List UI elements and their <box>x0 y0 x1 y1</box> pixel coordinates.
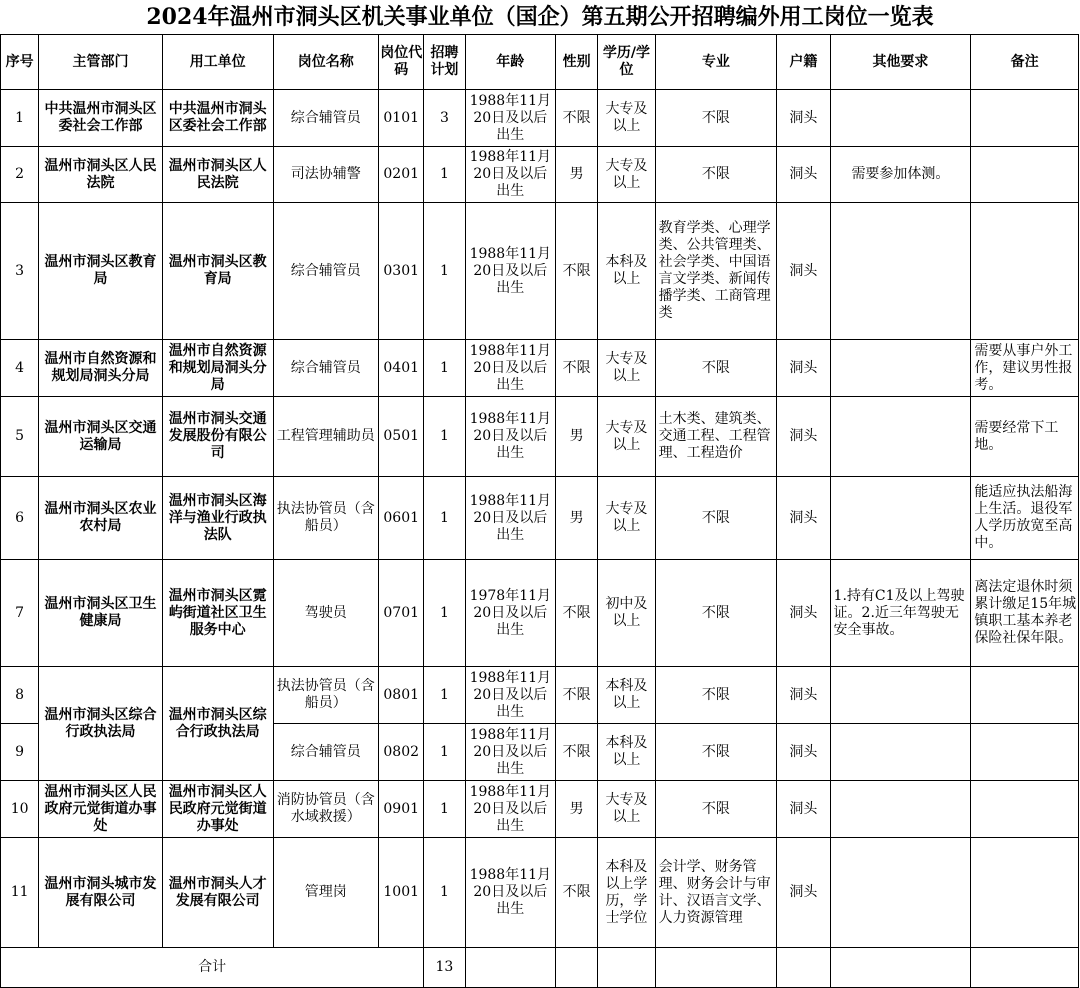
empty-cell <box>655 948 777 988</box>
cell-major: 不限 <box>655 560 777 667</box>
cell-gender: 不限 <box>556 667 598 724</box>
cell-plan: 1 <box>424 667 465 724</box>
cell-gender: 不限 <box>556 203 598 340</box>
cell-post: 执法协管员（含船员） <box>273 477 379 560</box>
total-plan: 13 <box>424 948 465 988</box>
cell-note: 需要经常下工地。 <box>971 397 1079 477</box>
cell-no: 4 <box>1 340 39 397</box>
cell-hukou: 洞头 <box>777 667 830 724</box>
cell-major: 土木类、建筑类、交通工程、工程管理、工程造价 <box>655 397 777 477</box>
cell-edu: 大专及以上 <box>598 340 655 397</box>
cell-unit: 温州市自然资源和规划局洞头分局 <box>162 340 273 397</box>
cell-hukou: 洞头 <box>777 477 830 560</box>
cell-note <box>971 838 1079 948</box>
cell-plan: 1 <box>424 781 465 838</box>
cell-note <box>971 781 1079 838</box>
col-header: 性别 <box>556 35 598 90</box>
cell-major: 不限 <box>655 781 777 838</box>
cell-other <box>830 477 971 560</box>
cell-post: 综合辅管员 <box>273 203 379 340</box>
cell-other <box>830 838 971 948</box>
cell-note <box>971 90 1079 147</box>
table-row <box>1 667 1079 724</box>
cell-age: 1988年11月20日及以后出生 <box>465 781 556 838</box>
col-header: 备注 <box>971 35 1079 90</box>
table-row <box>1 203 1079 340</box>
cell-unit: 中共温州市洞头区委社会工作部 <box>162 90 273 147</box>
cell-note: 离法定退休时须累计缴足15年城镇职工基本养老保险社保年限。 <box>971 560 1079 667</box>
cell-code: 0802 <box>379 724 424 781</box>
cell-gender: 男 <box>556 477 598 560</box>
col-header: 主管部门 <box>39 35 163 90</box>
col-header: 户籍 <box>777 35 830 90</box>
cell-post: 司法协辅警 <box>273 147 379 203</box>
cell-post: 驾驶员 <box>273 560 379 667</box>
cell-major: 不限 <box>655 340 777 397</box>
cell-age: 1988年11月20日及以后出生 <box>465 667 556 724</box>
cell-code: 0301 <box>379 203 424 340</box>
cell-unit: 温州市洞头区综合行政执法局 <box>162 667 273 781</box>
col-header: 用工单位 <box>162 35 273 90</box>
cell-other <box>830 667 971 724</box>
cell-no: 10 <box>1 781 39 838</box>
cell-post: 综合辅管员 <box>273 90 379 147</box>
cell-age: 1988年11月20日及以后出生 <box>465 477 556 560</box>
empty-cell <box>465 948 556 988</box>
cell-major: 不限 <box>655 667 777 724</box>
cell-dept: 温州市洞头区教育局 <box>39 203 163 340</box>
empty-cell <box>971 948 1079 988</box>
cell-gender: 不限 <box>556 724 598 781</box>
cell-age: 1988年11月20日及以后出生 <box>465 340 556 397</box>
cell-edu: 大专及以上 <box>598 477 655 560</box>
cell-unit: 温州市洞头区人民政府元觉街道办事处 <box>162 781 273 838</box>
recruitment-table <box>0 34 1079 988</box>
table-row <box>1 838 1079 948</box>
cell-plan: 1 <box>424 560 465 667</box>
cell-edu: 大专及以上 <box>598 781 655 838</box>
cell-no: 9 <box>1 724 39 781</box>
cell-dept: 温州市自然资源和规划局洞头分局 <box>39 340 163 397</box>
cell-dept: 温州市洞头区交通运输局 <box>39 397 163 477</box>
cell-major: 教育学类、心理学类、公共管理类、社会学类、中国语言文学类、新闻传播学类、工商管理类 <box>655 203 777 340</box>
cell-no: 7 <box>1 560 39 667</box>
cell-no: 1 <box>1 90 39 147</box>
cell-major: 会计学、财务管理、财务会计与审计、汉语言文学、人力资源管理 <box>655 838 777 948</box>
cell-code: 0101 <box>379 90 424 147</box>
col-header: 岗位名称 <box>273 35 379 90</box>
cell-other <box>830 90 971 147</box>
col-header: 年龄 <box>465 35 556 90</box>
col-header: 其他要求 <box>830 35 971 90</box>
cell-age: 1988年11月20日及以后出生 <box>465 838 556 948</box>
cell-hukou: 洞头 <box>777 560 830 667</box>
cell-edu: 本科及以上 <box>598 203 655 340</box>
table-row <box>1 781 1079 838</box>
cell-age: 1988年11月20日及以后出生 <box>465 724 556 781</box>
cell-hukou: 洞头 <box>777 781 830 838</box>
cell-post: 执法协管员（含船员） <box>273 667 379 724</box>
cell-major: 不限 <box>655 90 777 147</box>
empty-cell <box>556 948 598 988</box>
cell-gender: 不限 <box>556 560 598 667</box>
col-header: 专业 <box>655 35 777 90</box>
cell-age: 1988年11月20日及以后出生 <box>465 90 556 147</box>
cell-edu: 本科及以上学历，学士学位 <box>598 838 655 948</box>
cell-unit: 温州市洞头区教育局 <box>162 203 273 340</box>
table-row <box>1 477 1079 560</box>
cell-plan: 1 <box>424 477 465 560</box>
cell-post: 工程管理辅助员 <box>273 397 379 477</box>
cell-edu: 初中及以上 <box>598 560 655 667</box>
table-row <box>1 560 1079 667</box>
cell-code: 0501 <box>379 397 424 477</box>
cell-major: 不限 <box>655 147 777 203</box>
cell-unit: 温州市洞头交通发展股份有限公司 <box>162 397 273 477</box>
cell-plan: 3 <box>424 90 465 147</box>
cell-code: 0401 <box>379 340 424 397</box>
cell-other <box>830 340 971 397</box>
cell-unit: 温州市洞头人才发展有限公司 <box>162 838 273 948</box>
cell-gender: 不限 <box>556 838 598 948</box>
cell-age: 1988年11月20日及以后出生 <box>465 203 556 340</box>
col-header: 学历/学位 <box>598 35 655 90</box>
cell-unit: 温州市洞头区人民法院 <box>162 147 273 203</box>
cell-unit: 温州市洞头区霓屿街道社区卫生服务中心 <box>162 560 273 667</box>
cell-gender: 男 <box>556 781 598 838</box>
cell-gender: 不限 <box>556 90 598 147</box>
table-row <box>1 340 1079 397</box>
cell-hukou: 洞头 <box>777 203 830 340</box>
cell-note: 能适应执法船海上生活。退役军人学历放宽至高中。 <box>971 477 1079 560</box>
cell-edu: 大专及以上 <box>598 397 655 477</box>
cell-hukou: 洞头 <box>777 724 830 781</box>
cell-edu: 本科及以上 <box>598 667 655 724</box>
cell-age: 1988年11月20日及以后出生 <box>465 147 556 203</box>
cell-hukou: 洞头 <box>777 838 830 948</box>
cell-other <box>830 781 971 838</box>
cell-edu: 大专及以上 <box>598 147 655 203</box>
cell-code: 0701 <box>379 560 424 667</box>
cell-dept: 温州市洞头区人民法院 <box>39 147 163 203</box>
cell-gender: 男 <box>556 397 598 477</box>
cell-major: 不限 <box>655 724 777 781</box>
cell-no: 2 <box>1 147 39 203</box>
cell-dept: 温州市洞头城市发展有限公司 <box>39 838 163 948</box>
cell-edu: 大专及以上 <box>598 90 655 147</box>
cell-major: 不限 <box>655 477 777 560</box>
cell-hukou: 洞头 <box>777 90 830 147</box>
cell-dept: 温州市洞头区综合行政执法局 <box>39 667 163 781</box>
total-label: 合计 <box>1 948 424 988</box>
cell-code: 0601 <box>379 477 424 560</box>
cell-plan: 1 <box>424 147 465 203</box>
cell-age: 1978年11月20日及以后出生 <box>465 560 556 667</box>
empty-cell <box>830 948 971 988</box>
table-row <box>1 397 1079 477</box>
cell-code: 1001 <box>379 838 424 948</box>
cell-plan: 1 <box>424 397 465 477</box>
cell-dept: 温州市洞头区农业农村局 <box>39 477 163 560</box>
cell-age: 1988年11月20日及以后出生 <box>465 397 556 477</box>
cell-gender: 男 <box>556 147 598 203</box>
cell-other <box>830 397 971 477</box>
cell-no: 8 <box>1 667 39 724</box>
cell-no: 11 <box>1 838 39 948</box>
cell-code: 0201 <box>379 147 424 203</box>
cell-other: 1.持有C1及以上驾驶证。2.近三年驾驶无安全事故。 <box>830 560 971 667</box>
cell-hukou: 洞头 <box>777 147 830 203</box>
col-header: 序号 <box>1 35 39 90</box>
col-header: 招聘计划 <box>424 35 465 90</box>
cell-no: 3 <box>1 203 39 340</box>
cell-code: 0801 <box>379 667 424 724</box>
cell-no: 6 <box>1 477 39 560</box>
cell-post: 消防协管员（含水域救援） <box>273 781 379 838</box>
cell-no: 5 <box>1 397 39 477</box>
cell-plan: 1 <box>424 203 465 340</box>
cell-dept: 中共温州市洞头区委社会工作部 <box>39 90 163 147</box>
cell-unit: 温州市洞头区海洋与渔业行政执法队 <box>162 477 273 560</box>
cell-plan: 1 <box>424 340 465 397</box>
cell-hukou: 洞头 <box>777 340 830 397</box>
table-row <box>1 147 1079 203</box>
empty-cell <box>777 948 830 988</box>
cell-other: 需要参加体测。 <box>830 147 971 203</box>
cell-hukou: 洞头 <box>777 397 830 477</box>
col-header: 岗位代码 <box>379 35 424 90</box>
cell-note <box>971 724 1079 781</box>
cell-plan: 1 <box>424 724 465 781</box>
cell-dept: 温州市洞头区人民政府元觉街道办事处 <box>39 781 163 838</box>
cell-note <box>971 203 1079 340</box>
cell-plan: 1 <box>424 838 465 948</box>
cell-note <box>971 147 1079 203</box>
table-row <box>1 90 1079 147</box>
cell-dept: 温州市洞头区卫生健康局 <box>39 560 163 667</box>
cell-gender: 不限 <box>556 340 598 397</box>
cell-post: 管理岗 <box>273 838 379 948</box>
cell-other <box>830 203 971 340</box>
cell-post: 综合辅管员 <box>273 724 379 781</box>
cell-post: 综合辅管员 <box>273 340 379 397</box>
cell-code: 0901 <box>379 781 424 838</box>
cell-edu: 本科及以上 <box>598 724 655 781</box>
total-row <box>1 948 1079 988</box>
empty-cell <box>598 948 655 988</box>
header-row <box>1 35 1079 90</box>
cell-note <box>971 667 1079 724</box>
page-title: 2024年温州市洞头区机关事业单位（国企）第五期公开招聘编外用工岗位一览表 <box>146 4 934 30</box>
cell-note: 需要从事户外工作，建议男性报考。 <box>971 340 1079 397</box>
cell-other <box>830 724 971 781</box>
